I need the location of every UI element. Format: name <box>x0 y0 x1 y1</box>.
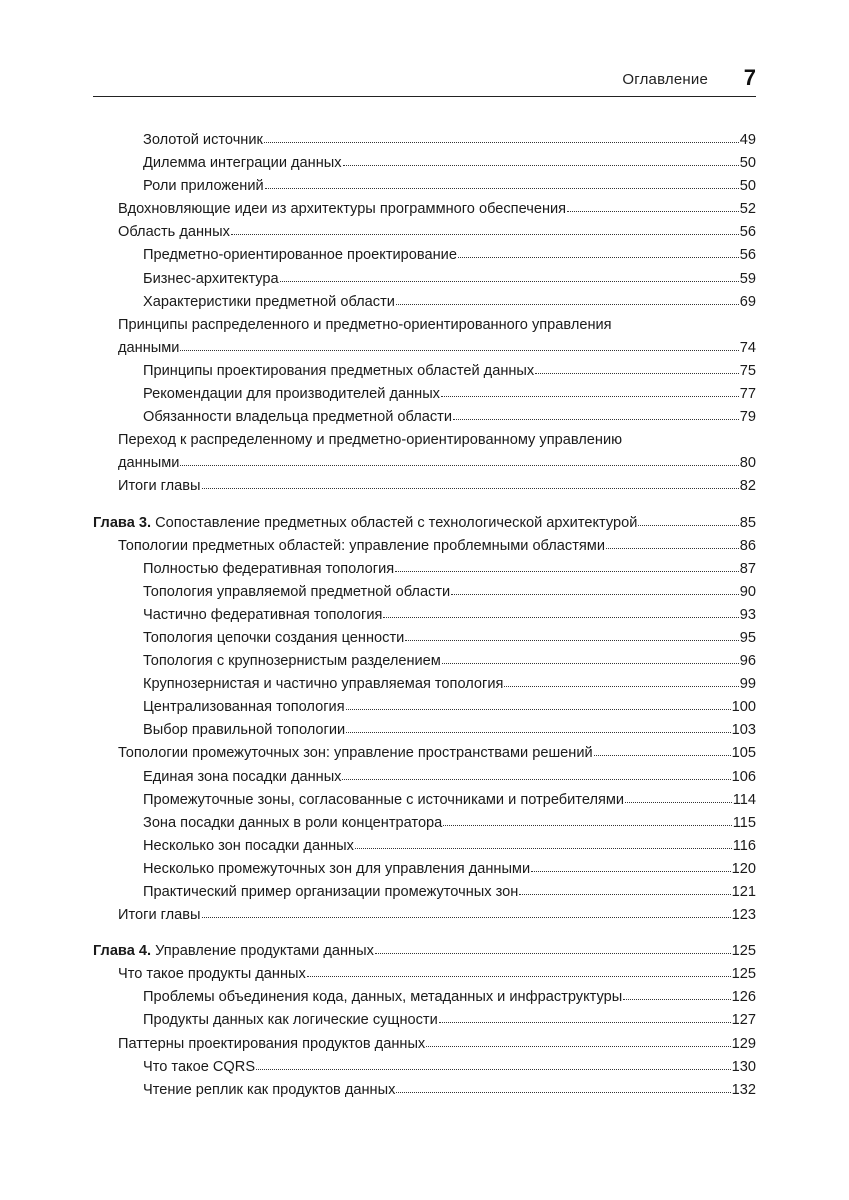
toc-entry-page: 90 <box>739 583 756 600</box>
toc-entry-title: Вдохновляющие идеи из архитектуры программного обеспечения <box>118 201 567 218</box>
toc-entry-page: 95 <box>739 629 756 646</box>
toc-entry-page: 74 <box>739 339 756 356</box>
toc-entry[interactable] <box>93 742 756 765</box>
toc-entry-page: 121 <box>731 884 756 900</box>
leader-dots <box>439 1012 731 1024</box>
toc-entry-title: Топологии промежуточных зон: управление пространствами решений <box>118 745 593 762</box>
leader-dots <box>307 966 731 978</box>
toc-entry[interactable] <box>93 581 756 604</box>
toc-entry-title: Несколько зон посадки данных <box>143 837 354 854</box>
toc-entry-page: 105 <box>731 745 756 762</box>
toc-entry-title: Паттерны проектирования продуктов данных <box>118 1035 426 1052</box>
leader-dots <box>638 515 738 527</box>
toc-entry[interactable] <box>93 858 756 881</box>
running-header <box>93 64 756 97</box>
leader-dots <box>231 224 739 236</box>
toc-entry[interactable] <box>93 535 756 558</box>
toc-entry[interactable] <box>93 360 756 383</box>
toc-entry-title: Частично федеративная топология <box>143 606 383 623</box>
leader-dots <box>458 247 739 259</box>
toc-entry[interactable] <box>93 963 756 986</box>
toc-entry-title: Топология управляемой предметной области <box>143 583 451 600</box>
leader-dots <box>265 178 739 190</box>
toc-entry-title: Характеристики предметной области <box>143 293 395 310</box>
toc-entry-title-continued: данными <box>118 339 180 356</box>
toc-entry-title: Сопоставление предметных областей с технологической архитектурой <box>155 514 638 531</box>
toc-entry-page: 100 <box>731 699 756 716</box>
toc-entry-title: Область данных <box>118 224 230 241</box>
toc-entry-title: Выбор правильной топологии <box>143 722 346 739</box>
toc-entry[interactable] <box>93 406 756 429</box>
toc-entry[interactable] <box>93 198 756 221</box>
toc-entry[interactable] <box>93 650 756 673</box>
toc-entry[interactable] <box>93 383 756 406</box>
leader-dots <box>342 769 730 781</box>
leader-dots <box>606 538 739 550</box>
toc-entry[interactable] <box>93 221 756 244</box>
toc-entry-title: Бизнес-архитектура <box>143 270 279 287</box>
toc-entry-title: Что такое продукты данных <box>118 966 306 983</box>
leader-dots <box>202 478 739 490</box>
toc-entry-title: Итоги главы <box>118 478 201 495</box>
toc-entry-page: 127 <box>731 1012 756 1029</box>
toc-entry-page: 86 <box>739 537 756 554</box>
leader-dots <box>453 409 739 421</box>
toc-entry-title: Зона посадки данных в роли концентратора <box>143 814 443 831</box>
toc-entry[interactable] <box>93 244 756 267</box>
leader-dots <box>594 745 731 757</box>
leader-dots <box>396 1082 730 1094</box>
toc-entry-title: Роли приложений <box>143 178 264 195</box>
toc-entry[interactable] <box>93 812 756 835</box>
toc-entry-page: 99 <box>739 676 756 693</box>
toc-entry-page: 50 <box>739 178 756 195</box>
toc-entry[interactable] <box>93 152 756 175</box>
toc-entry[interactable] <box>93 475 756 498</box>
toc-chapter-entry[interactable] <box>93 940 756 963</box>
toc-entry-page: 116 <box>732 837 756 854</box>
toc-entry-page: 85 <box>739 514 756 531</box>
toc-entry-page: 115 <box>732 814 756 831</box>
table-of-contents <box>93 129 756 1102</box>
toc-entry[interactable] <box>93 314 756 360</box>
toc-entry[interactable] <box>93 291 756 314</box>
toc-entry-page: 93 <box>739 606 756 623</box>
toc-entry-page: 52 <box>739 201 756 218</box>
toc-entry[interactable] <box>93 673 756 696</box>
leader-dots <box>531 861 731 873</box>
leader-dots <box>426 1036 730 1048</box>
leader-dots <box>396 294 739 306</box>
toc-entry-title: Принципы проектирования предметных областей данных <box>143 362 535 379</box>
toc-entry[interactable] <box>93 1033 756 1056</box>
toc-entry-title: Предметно-ориентированное проектирование <box>143 247 457 264</box>
toc-entry-page: 82 <box>739 478 756 495</box>
toc-entry-page: 123 <box>731 907 756 924</box>
toc-entry[interactable] <box>93 604 756 627</box>
toc-entry-page: 114 <box>732 791 756 808</box>
toc-entry-page: 103 <box>731 722 756 739</box>
leader-dots <box>264 132 739 144</box>
toc-entry[interactable] <box>93 558 756 581</box>
leader-dots <box>346 722 730 734</box>
toc-entry-title: Топологии предметных областей: управление проблемными областями <box>118 537 605 554</box>
toc-entry-title: Крупнозернистая и частично управляемая топология <box>143 676 504 693</box>
toc-entry-title: Управление продуктами данных <box>155 943 374 960</box>
toc-entry-page: 59 <box>739 270 756 287</box>
toc-entry-title: Централизованная топология <box>143 699 345 716</box>
leader-dots <box>256 1059 731 1071</box>
toc-entry-title: Несколько промежуточных зон для управления данными <box>143 860 531 877</box>
leader-dots <box>623 989 730 1001</box>
leader-dots <box>280 271 739 283</box>
toc-entry-title: Дилемма интеграции данных <box>143 155 342 172</box>
leader-dots <box>519 884 730 896</box>
toc-entry-page: 132 <box>731 1081 756 1098</box>
toc-entry[interactable] <box>93 766 756 789</box>
toc-entry[interactable] <box>93 627 756 650</box>
toc-entry[interactable] <box>93 835 756 858</box>
toc-entry[interactable] <box>93 719 756 742</box>
toc-entry[interactable] <box>93 881 756 904</box>
leader-dots <box>202 907 731 919</box>
toc-entry-page: 125 <box>731 943 756 960</box>
toc-entry-title: Проблемы объединения кода, данных, метаданных и инфраструктуры <box>143 989 623 1006</box>
leader-dots <box>442 653 739 665</box>
chapter-label: Глава 3. <box>93 514 152 531</box>
toc-entry-title: Переход к распределенному и предметно-ориентированному управлению <box>118 432 623 449</box>
toc-entry-title: Полностью федеративная топология <box>143 560 395 577</box>
leader-dots <box>180 340 738 352</box>
leader-dots <box>567 201 739 213</box>
toc-entry-page: 120 <box>731 860 756 877</box>
leader-dots <box>443 815 731 827</box>
toc-chapter-entry[interactable] <box>93 512 756 535</box>
toc-entry-title-continued: данными <box>118 455 180 472</box>
toc-entry[interactable] <box>93 1009 756 1032</box>
toc-entry-page: 126 <box>731 989 756 1006</box>
toc-entry-title: Что такое CQRS <box>143 1058 256 1075</box>
toc-entry-page: 50 <box>739 155 756 172</box>
toc-entry-page: 75 <box>739 362 756 379</box>
toc-entry-title: Обязанности владельца предметной области <box>143 409 453 426</box>
leader-dots <box>346 699 731 711</box>
toc-entry-page: 77 <box>739 386 756 403</box>
toc-entry-title: Практический пример организации промежуточных зон <box>143 884 519 900</box>
toc-entry-title: Единая зона посадки данных <box>143 768 342 785</box>
toc-entry-page: 129 <box>731 1035 756 1052</box>
toc-entry-title: Промежуточные зоны, согласованные с источниками и потребителями <box>143 791 625 808</box>
toc-entry[interactable] <box>93 268 756 291</box>
toc-entry-page: 87 <box>739 560 756 577</box>
toc-entry[interactable] <box>93 986 756 1009</box>
toc-entry-title: Продукты данных как логические сущности <box>143 1012 438 1029</box>
toc-entry-page: 79 <box>739 409 756 426</box>
toc-entry[interactable] <box>93 429 756 475</box>
toc-entry[interactable] <box>93 175 756 198</box>
toc-entry-title: Принципы распределенного и предметно-ориентированного управления <box>118 316 612 333</box>
leader-dots <box>504 676 738 688</box>
toc-entry[interactable] <box>93 904 756 927</box>
toc-entry[interactable] <box>93 789 756 812</box>
leader-dots <box>395 561 739 573</box>
toc-entry-page: 125 <box>731 966 756 983</box>
toc-entry[interactable] <box>93 696 756 719</box>
leader-dots <box>343 155 739 167</box>
leader-dots <box>375 943 731 955</box>
chapter-label: Глава 4. <box>93 943 152 960</box>
toc-entry[interactable] <box>93 129 756 152</box>
toc-entry-page: 80 <box>739 455 756 472</box>
leader-dots <box>355 838 732 850</box>
toc-entry[interactable] <box>93 1079 756 1102</box>
running-header-title: Оглавление <box>622 71 708 88</box>
toc-entry-title: Топология цепочки создания ценности <box>143 629 405 646</box>
leader-dots <box>535 363 739 375</box>
toc-entry-title: Чтение реплик как продуктов данных <box>143 1081 396 1098</box>
toc-entry-title: Топология с крупнозернистым разделением <box>143 653 441 670</box>
toc-entry-page: 130 <box>731 1058 756 1075</box>
leader-dots <box>383 607 738 619</box>
toc-entry-page: 69 <box>739 293 756 310</box>
toc-entry-title: Рекомендации для производителей данных <box>143 386 440 403</box>
toc-entry-page: 106 <box>731 768 756 785</box>
page-number: 7 <box>743 65 756 90</box>
toc-entry-title: Итоги главы <box>118 907 201 924</box>
toc-entry-page: 96 <box>739 653 756 670</box>
toc-entry-page: 49 <box>739 132 756 148</box>
toc-entry-page: 56 <box>739 224 756 241</box>
leader-dots <box>625 792 732 804</box>
leader-dots <box>451 584 739 596</box>
leader-dots <box>405 630 738 642</box>
leader-dots <box>441 386 739 398</box>
toc-entry[interactable] <box>93 1056 756 1079</box>
leader-dots <box>180 455 738 467</box>
toc-entry-title: Золотой источник <box>143 132 263 148</box>
toc-entry-page: 56 <box>739 247 756 264</box>
